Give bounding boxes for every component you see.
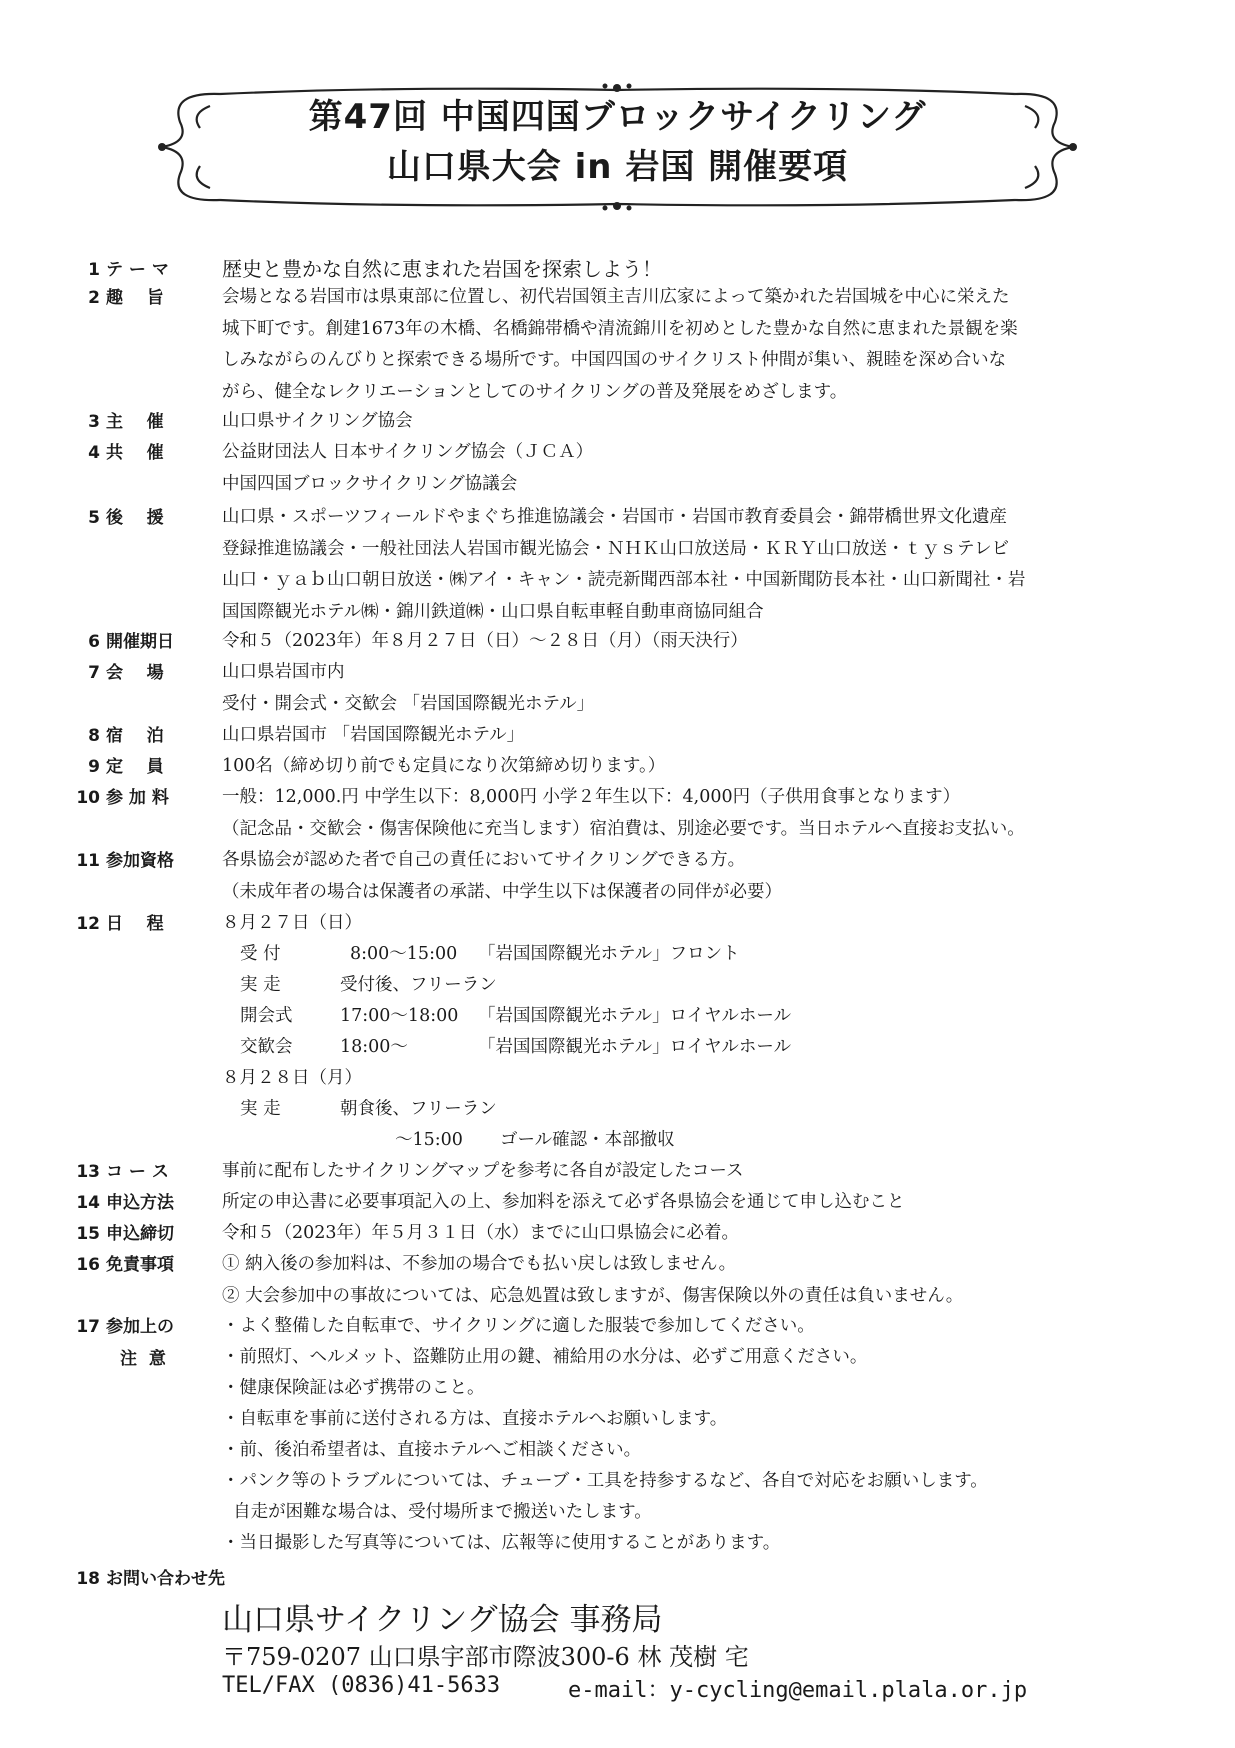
schedule-time: 17:00～18:00 xyxy=(340,1006,459,1026)
section-body xyxy=(222,782,1222,845)
section-label: 免責事項 xyxy=(106,1255,174,1275)
section-number: 9 xyxy=(88,757,100,777)
cohost-line: 中国四国ブロックサイクリング協議会 xyxy=(222,473,518,494)
section-label: 参加資格 xyxy=(106,851,174,871)
schedule-place: 「岩国国際観光ホテル」ロイヤルホール xyxy=(478,1037,792,1057)
section-label: 申込締切 xyxy=(106,1224,174,1244)
section-label: 後 援 xyxy=(106,508,164,528)
capacity-text: 100名（締め切り前でも定員になり次第締め切ります。） xyxy=(222,756,666,776)
section-label-2: 注 意 xyxy=(120,1349,166,1369)
schedule-time: 朝食後、フリーラン xyxy=(340,1099,497,1119)
disclaimer-line: ② 大会参加中の事故については、応急処置は致しますが、傷害保険以外の責任は負いません。 xyxy=(222,1285,964,1306)
section-number: 1 xyxy=(88,260,100,280)
section-label: 会 場 xyxy=(106,663,164,683)
purpose-line: しみながらのんびりと探索できる場所です。中国四国のサイクリスト仲間が集い、親睦を深め合いな xyxy=(222,350,1007,370)
schedule-time: ～15:00 xyxy=(395,1130,463,1150)
title-line-1: 第47回 中国四国ブロックサイクリング xyxy=(308,97,927,137)
section-body xyxy=(222,282,1222,408)
fee-line: 一般：12,000.円 中学生以下：8,000円 小学２年生以下：4,000円（子供用食事となります） xyxy=(222,787,961,807)
schedule-activity: 実 走 xyxy=(240,975,281,995)
section-body xyxy=(222,502,1222,628)
dates-text: 令和５（2023年）年８月２７日（日）～２８日（月）（雨天決行） xyxy=(222,631,748,651)
note-line: ・パンク等のトラブルについては、チューブ・工具を持参するなど、各自で対応をお願いします。 xyxy=(222,1471,988,1491)
schedule-time: 受付後、フリーラン xyxy=(340,975,497,995)
eligibility-line: （未成年者の場合は保護者の承諾、中学生以下は保護者の同伴が必要） xyxy=(222,881,782,902)
section-number: 17 xyxy=(76,1317,100,1337)
section-number: 4 xyxy=(88,443,100,463)
note-line: ・健康保険証は必ず携帯のこと。 xyxy=(222,1378,485,1398)
note-line: ・当日撮影した写真等については、広報等に使用することがあります。 xyxy=(222,1533,781,1553)
section-label: 申込方法 xyxy=(106,1193,174,1213)
schedule-time: 8:00～15:00 xyxy=(350,944,458,964)
apply-text: 所定の申込書に必要事項記入の上、参加料を添えて必ず各県協会を通じて申し込むこと xyxy=(222,1192,905,1212)
purpose-line: 会場となる岩国市は県東部に位置し、初代岩国領主吉川広家によって築かれた岩国城を中心に栄えた xyxy=(222,287,1010,307)
schedule-day1: ８月２７日（日） xyxy=(222,913,362,933)
venue-line: 山口県岩国市内 xyxy=(222,662,345,682)
schedule-place: ゴール確認・本部撤収 xyxy=(500,1130,675,1150)
schedule-place: 「岩国国際観光ホテル」ロイヤルホール xyxy=(478,1006,792,1026)
section-label: 主 催 xyxy=(106,412,164,432)
note-line: ・前、後泊希望者は、直接ホテルへご相談ください。 xyxy=(222,1440,642,1460)
theme-text: 歴史と豊かな自然に恵まれた岩国を探索しよう！ xyxy=(222,257,662,281)
section-label: 開催期日 xyxy=(106,632,174,652)
section-number: 7 xyxy=(88,663,100,683)
section-body xyxy=(222,845,1222,908)
document-title xyxy=(150,92,1085,192)
support-line: 登録推進協議会・一般社団法人岩国市観光協会・ＮＨＫ山口放送局・ＫＲＹ山口放送・ｔｙｓテレビ xyxy=(222,538,1010,559)
section-label: お問い合わせ先 xyxy=(106,1569,225,1589)
section-number: 8 xyxy=(88,726,100,746)
title-line-2: 山口県大会 in 岩国 開催要項 xyxy=(386,147,849,187)
section-label: テ ー マ xyxy=(106,260,169,280)
schedule-activity: 実 走 xyxy=(240,1099,281,1119)
section-number: 12 xyxy=(76,914,100,934)
section-number: 3 xyxy=(88,412,100,432)
section-label: 趣 旨 xyxy=(106,288,164,308)
section-number: 2 xyxy=(88,288,100,308)
section-label: コ ー ス xyxy=(106,1162,169,1182)
venue-line: 受付・開会式・交歓会 「岩国国際観光ホテル」 xyxy=(222,693,595,714)
contact-tel: TEL/FAX (0836)41-5633 xyxy=(222,1673,501,1698)
section-number: 10 xyxy=(76,788,100,808)
section-number: 16 xyxy=(76,1255,100,1275)
section-body xyxy=(222,437,1222,500)
note-line: 自走が困難な場合は、受付場所まで搬送いたします。 xyxy=(222,1502,652,1522)
eligibility-line: 各県協会が認めた者で自己の責任においてサイクリングできる方。 xyxy=(222,850,746,870)
section-label: 日 程 xyxy=(106,914,164,934)
schedule-activity: 交歓会 xyxy=(240,1037,293,1057)
section-number: 6 xyxy=(88,632,100,652)
section-label: 参 加 料 xyxy=(106,788,169,808)
section-number: 5 xyxy=(88,508,100,528)
note-line: ・前照灯、ヘルメット、盗難防止用の鍵、補給用の水分は、必ずご用意ください。 xyxy=(222,1347,868,1367)
schedule-time: 18:00～ xyxy=(340,1037,408,1057)
support-line: 山口・ｙａｂ山口朝日放送・㈱アイ・キャン・読売新聞西部本社・中国新聞防長本社・山口新聞社・岩 xyxy=(222,570,1026,590)
section-number: 11 xyxy=(76,851,100,871)
lodging-text: 山口県岩国市 「岩国国際観光ホテル」 xyxy=(222,725,525,745)
schedule-day2: ８月２８日（月） xyxy=(222,1068,362,1088)
section-label: 参加上の xyxy=(106,1317,174,1337)
cohost-line: 公益財団法人 日本サイクリング協会（ＪＣＡ） xyxy=(222,442,594,462)
schedule-activity: 受 付 xyxy=(240,944,281,964)
schedule-place: 「岩国国際観光ホテル」フロント xyxy=(478,944,740,964)
section-number: 15 xyxy=(76,1224,100,1244)
section-body xyxy=(222,1249,1222,1312)
contact-address: 〒759-0207 山口県宇部市際波300-6 林 茂樹 宅 xyxy=(222,1643,749,1671)
deadline-text: 令和５（2023年）年５月３１日（水）までに山口県協会に必着。 xyxy=(222,1223,740,1243)
section-label: 定 員 xyxy=(106,757,164,777)
host-text: 山口県サイクリング協会 xyxy=(222,411,413,431)
support-line: 国国際観光ホテル㈱・錦川鉄道㈱・山口県自転車軽自動車商協同組合 xyxy=(222,601,764,622)
contact-email: e-mail：y-cycling@email.plala.or.jp xyxy=(568,1678,1028,1703)
fee-line: （記念品・交歓会・傷害保険他に充当します）宿泊費は、別途必要です。当日ホテルへ直接お支払い。 xyxy=(222,818,1025,839)
disclaimer-line: ① 納入後の参加料は、不参加の場合でも払い戻しは致しません。 xyxy=(222,1254,737,1274)
section-label: 共 催 xyxy=(106,443,164,463)
purpose-line: がら、健全なレクリエーションとしてのサイクリングの普及発展をめざします。 xyxy=(222,381,848,402)
course-text: 事前に配布したサイクリングマップを参考に各自が設定したコース xyxy=(222,1161,744,1181)
section-number: 18 xyxy=(76,1569,100,1589)
note-line: ・自転車を事前に送付される方は、直接ホテルへお願いします。 xyxy=(222,1409,728,1429)
section-number: 13 xyxy=(76,1162,100,1182)
section-label: 宿 泊 xyxy=(106,726,164,746)
section-body xyxy=(222,1311,1222,1559)
section-number: 14 xyxy=(76,1193,100,1213)
note-line: ・よく整備した自転車で、サイクリングに適した服装で参加してください。 xyxy=(222,1316,815,1336)
contact-org: 山口県サイクリング協会 事務局 xyxy=(222,1602,663,1638)
schedule-activity: 開会式 xyxy=(240,1006,293,1026)
purpose-line: 城下町です。創建1673年の木橋、名橋錦帯橋や清流錦川を初めとした豊かな自然に恵まれた景観を楽 xyxy=(222,318,1018,339)
support-line: 山口県・スポーツフィールドやまぐち推進協議会・岩国市・岩国市教育委員会・錦帯橋世界文化遺産 xyxy=(222,507,1008,527)
section-body xyxy=(222,657,1222,720)
